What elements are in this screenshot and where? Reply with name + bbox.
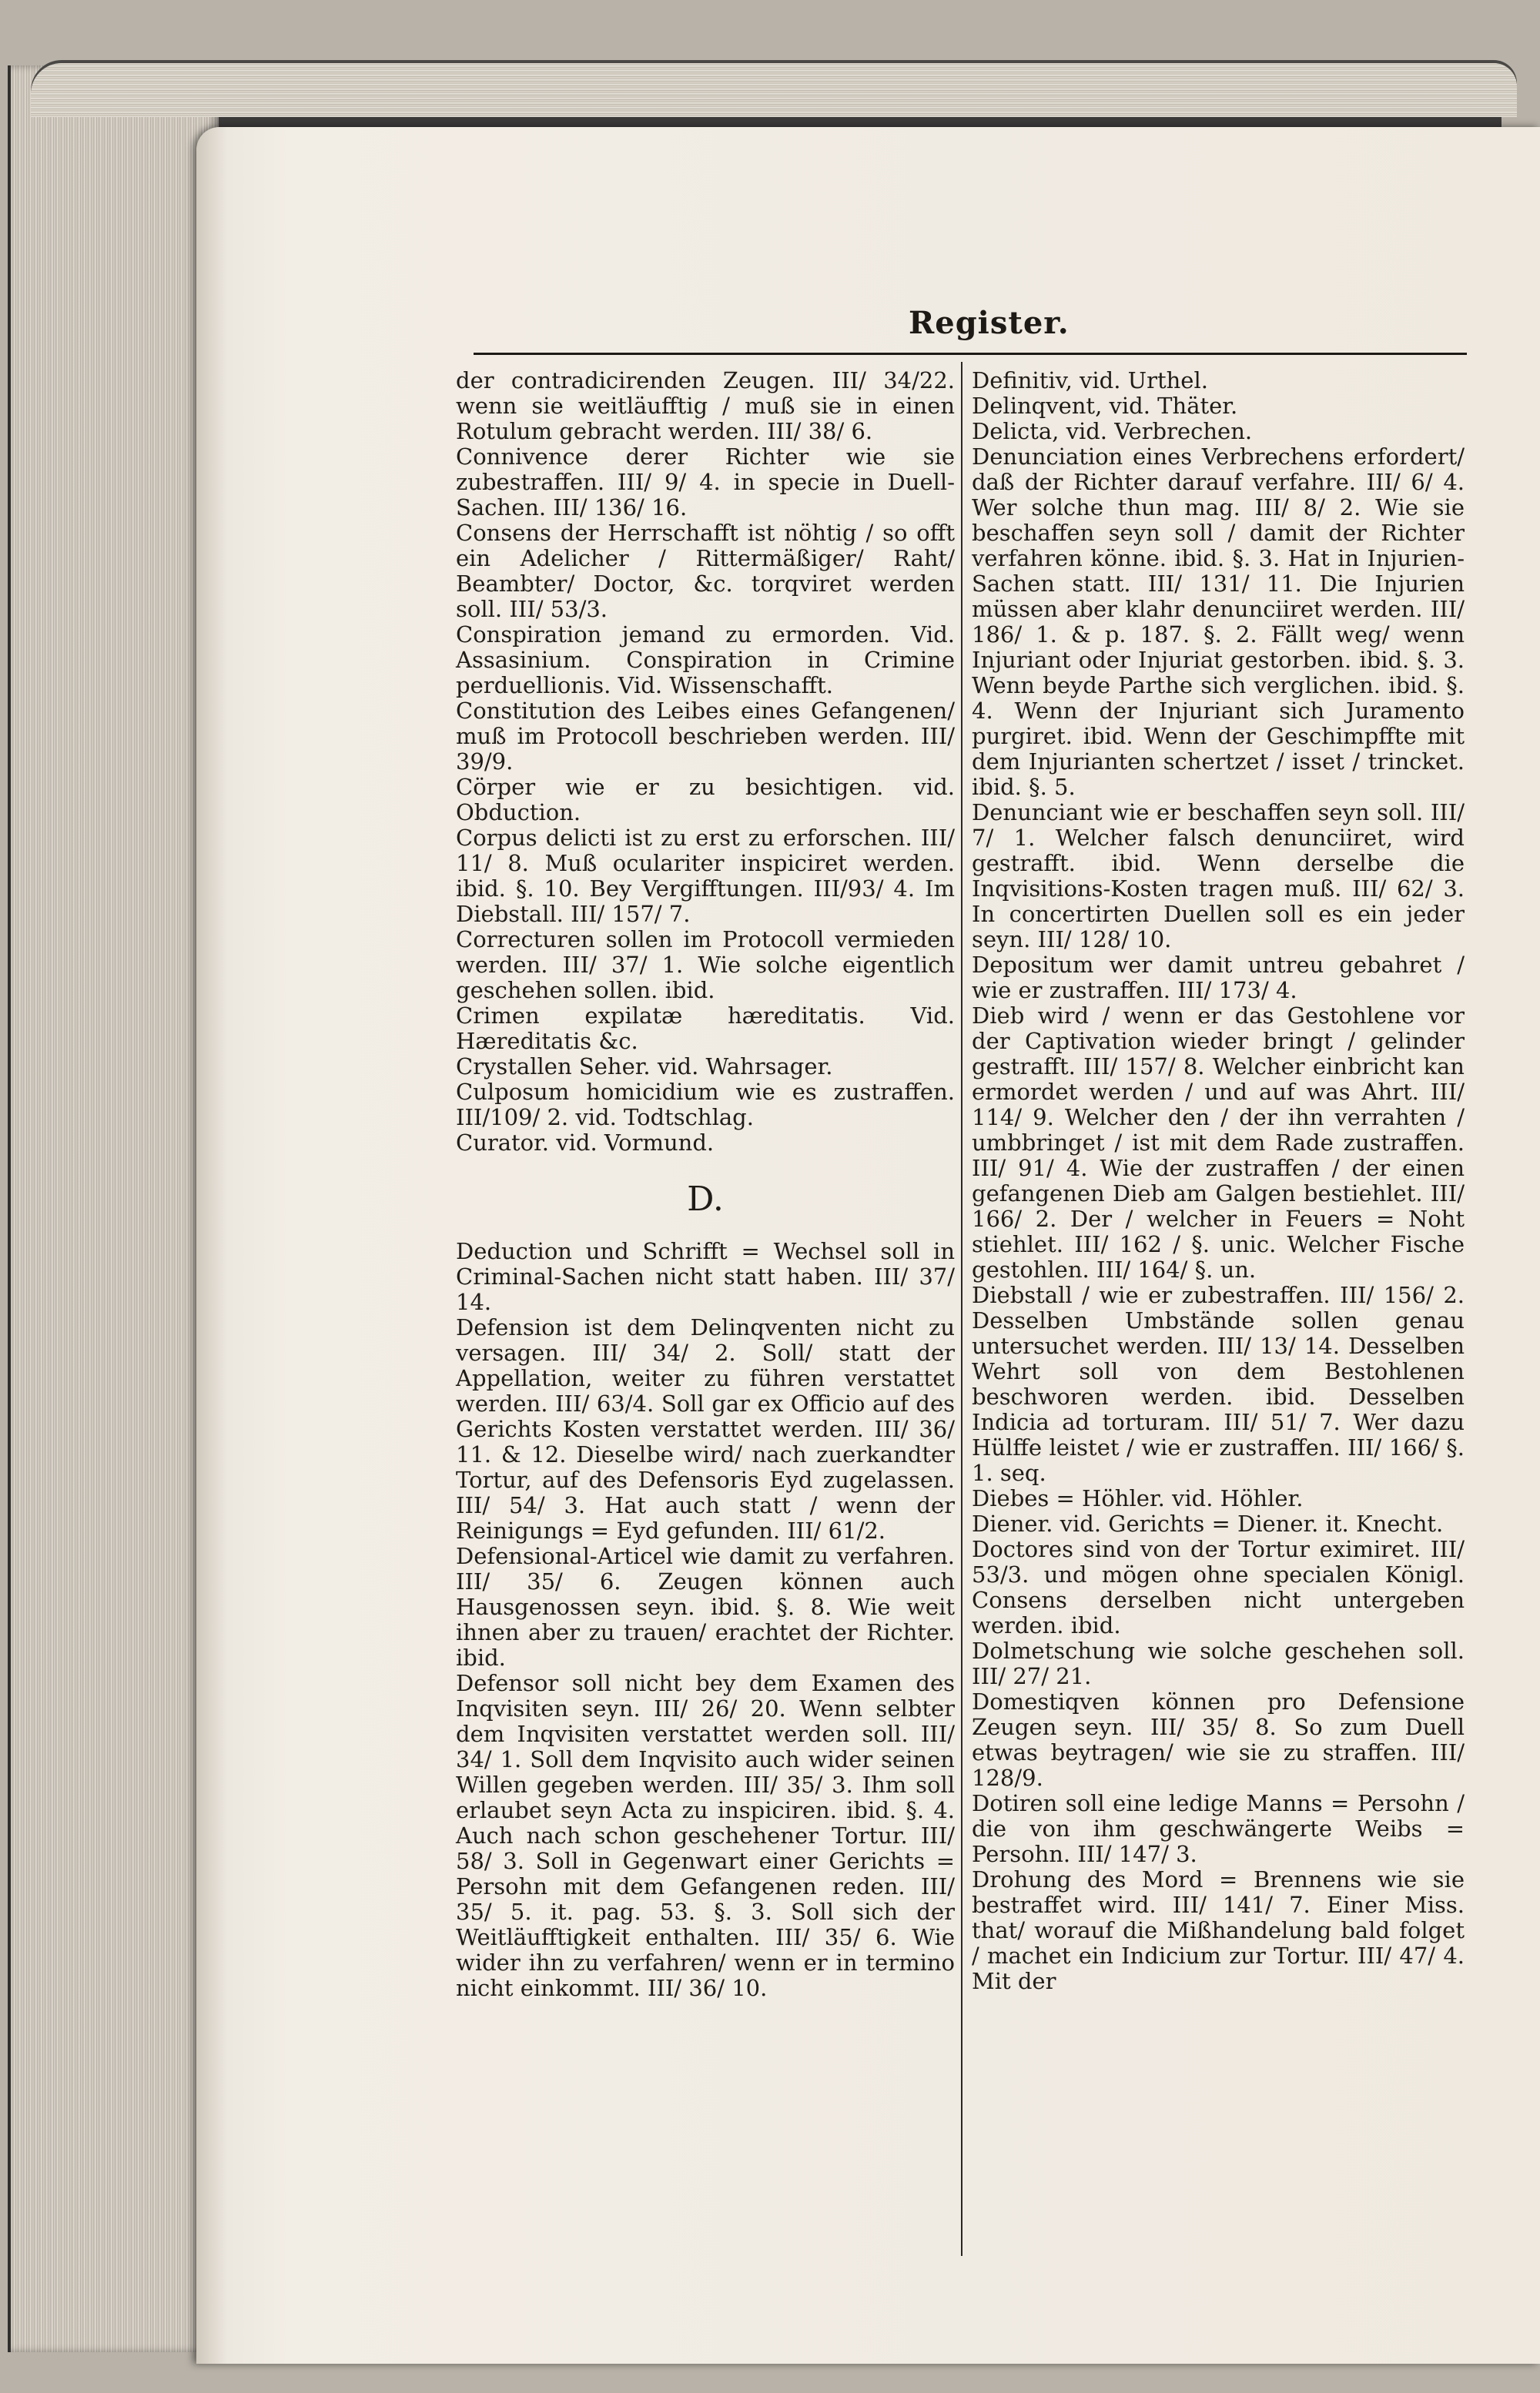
index-entry: Corpus delicti ist zu erst zu erforschen. III/ 11/ 8. Muß oculariter inspiciret werden. ibid. §. 10. Bey Vergifftungen. III/93/ 4. Im Diebstall. III/ 157/ 7.	[456, 825, 955, 927]
left-column	[456, 368, 955, 2001]
index-entry: Deduction und Schrifft = Wechsel soll in Criminal-Sachen nicht statt haben. III/ 37/ 14.	[456, 1238, 955, 1315]
index-entry: Dieb wird / wenn er das Gestohlene vor der Captivation wieder bringt / gelinder gestrafft. III/ 157/ 8. Welcher einbricht kan ermordet werden / und auf was Ahrt. III/ 114/ 9. Welcher den / der ihn verrahten / umbbringet / ist mit dem Rade zustraffen. III/ 91/ 4. Wie der zustraffen / der einen gefangenen Dieb am Galgen bestiehlet. III/ 166/ 2. Der / welcher in Feuers = Noht stiehlet. III/ 162 / §. unic. Welcher Fische gestohlen. III/ 164/ §. un.	[972, 1002, 1465, 1283]
index-entry: Constitution des Leibes eines Gefangenen/ muß im Protocoll beschrieben werden. III/ 39/9.	[456, 698, 955, 775]
index-entry: Crimen expilatæ hæreditatis. Vid. Hæreditatis &c.	[456, 1002, 955, 1054]
book-top-edge	[31, 63, 1517, 117]
index-entry: Definitiv, vid. Urthel.	[972, 367, 1208, 393]
index-entry: Diebes = Höhler. vid. Höhler.	[972, 1485, 1304, 1511]
index-entry: Diebstall / wie er zubestraffen. III/ 156/ 2. Desselben Umbstände sollen genau untersuchet werden. III/ 13/ 14. Desselben Wehrt soll von dem Bestohlenen beschworen werden. ibid. Desselben Indicia ad torturam. III/ 51/ 7. Wer dazu Hülffe leistet / wie er zustraffen. III/ 166/ §. 1. seq.	[972, 1282, 1465, 1486]
column-divider	[961, 362, 962, 2256]
index-entry: Consens der Herrschafft ist nöhtig / so offt ein Adelicher / Rittermäßiger/ Raht/ Beambter/ Doctor, &c. torqviret werden soll. III/ 53/3.	[456, 520, 955, 622]
index-entry: Doctores sind von der Tortur eximiret. III/ 53/3. und mögen ohne specialen Königl. Consens derselben nicht untergeben werden. ibid.	[972, 1536, 1465, 1638]
index-entry: Dotiren soll eine ledige Manns = Persohn / die von ihm geschwängerte Weibs = Persohn. III/ 147/ 3.	[972, 1790, 1465, 1867]
index-entry: Diener. vid. Gerichts = Diener. it. Knecht.	[972, 1511, 1444, 1537]
index-entry: Defensional-Articel wie damit zu verfahren. III/ 35/ 6. Zeugen können auch Hausgenossen seyn. ibid. §. 8. Wie weit ihnen aber zu trauen/ erachtet der Richter. ibid.	[456, 1543, 955, 1671]
index-entry: Crystallen Seher. vid. Wahrsager.	[456, 1053, 833, 1079]
index-entry: Curator. vid. Vormund.	[456, 1130, 715, 1156]
index-entry: Culposum homicidium wie es zustraffen. III/109/ 2. vid. Todtschlag.	[456, 1079, 955, 1130]
index-entry: Connivence derer Richter wie sie zubestraffen. III/ 9/ 4. in specie in Duell-Sachen. III/ 136/ 16.	[456, 443, 955, 520]
index-entry: Denunciant wie er beschaffen seyn soll. III/ 7/ 1. Welcher falsch denunciiret, wird gestrafft. ibid. Wenn derselbe die Inqvisitions-Kosten tragen muß. III/ 62/ 3. In concertirten Duellen soll es ein jeder seyn. III/ 128/ 10.	[972, 799, 1465, 952]
index-entry: der contradicirenden Zeugen. III/ 34/22. wenn sie weitläufftig / muß sie in einen Rotulum gebracht werden. III/ 38/ 6.	[456, 367, 955, 444]
index-entry: Delicta, vid. Verbrechen.	[972, 418, 1253, 444]
index-entry: Dolmetschung wie solche geschehen soll. III/ 27/ 21.	[972, 1638, 1465, 1689]
index-entry: Conspiration jemand zu ermorden. Vid. Assasinium. Conspiration in Crimine perduellionis. Vid. Wissenschafft.	[456, 621, 955, 698]
index-entry: Defension ist dem Delinqventen nicht zu versagen. III/ 34/ 2. Soll/ statt der Appellation, weiter zu führen verstattet werden. III/ 63/4. Soll gar ex Officio auf des Gerichts Kosten verstattet werden. III/ 36/ 11. & 12. Dieselbe wird/ nach zuerkandter Tortur, auf des Defensoris Eyd zugelassen. III/ 54/ 3. Hat auch statt / wenn der Reinigungs = Eyd gefunden. III/ 61/2.	[456, 1314, 955, 1544]
header-rule	[474, 353, 1467, 355]
index-entry: Domestiqven können pro Defensione Zeugen seyn. III/ 35/ 8. So zum Duell etwas beytragen/ wie sie zu straffen. III/ 128/9.	[972, 1688, 1465, 1791]
index-entry: Cörper wie er zu besichtigen. vid. Obduction.	[456, 774, 955, 825]
index-entry: Defensor soll nicht bey dem Examen des Inqvisiten seyn. III/ 26/ 20. Wenn selbter dem Inqvisiten verstattet werden soll. III/ 34/ 1. Soll dem Inqvisito auch wider seinen Willen gegeben werden. III/ 35/ 3. Ihm soll erlaubet seyn Acta zu inspiciren. ibid. §. 4. Auch nach schon geschehener Tortur. III/ 58/ 3. Soll in Gegenwart einer Gerichts = Persohn mit dem Gefangenen reden. III/ 35/ 5. it. pag. 53. §. 3. Soll sich der Weitläufftigkeit enthalten. III/ 35/ 6. Wie wider ihn zu verfahren/ wenn er in termino nicht einkommt. III/ 36/ 10.	[456, 1670, 955, 2001]
index-entry: Delinqvent, vid. Thäter.	[972, 393, 1238, 419]
index-entry: Drohung des Mord = Brennens wie sie bestraffet wird. III/ 141/ 7. Einer Miss. that/ worauf die Mißhandelung bald folget / machet ein Indicium zur Tortur. III/ 47/ 4. Mit der	[972, 1866, 1465, 1994]
index-entry: Depositum wer damit untreu gebahret / wie er zustraffen. III/ 173/ 4.	[972, 952, 1465, 1003]
page-header: Register.	[909, 305, 1070, 341]
section-letter: D.	[687, 1180, 724, 1219]
book-page-edges	[8, 65, 219, 2352]
index-entry: Correcturen sollen im Protocoll vermieden werden. III/ 37/ 1. Wie solche eigentlich geschehen sollen. ibid.	[456, 926, 955, 1003]
index-entry: Denunciation eines Verbrechens erfordert/ daß der Richter darauf verfahre. III/ 6/ 4. Wer solche thun mag. III/ 8/ 2. Wie sie beschaffen seyn soll / damit der Richter verfahren könne. ibid. §. 3. Hat in Injurien-Sachen statt. III/ 131/ 11. Die Injurien müssen aber klahr denunciiret werden. III/ 186/ 1. & p. 187. §. 2. Fällt weg/ wenn Injuriant oder Injuriat gestorben. ibid. §. 3. Wenn beyde Parthe sich verglichen. ibid. §. 4. Wenn der Injuriant sich Juramento purgiret. ibid. Wenn der Geschimpffte mit dem Injurianten schertzet / isset / trincket. ibid. §. 5.	[972, 443, 1465, 800]
right-column	[972, 368, 1465, 1994]
